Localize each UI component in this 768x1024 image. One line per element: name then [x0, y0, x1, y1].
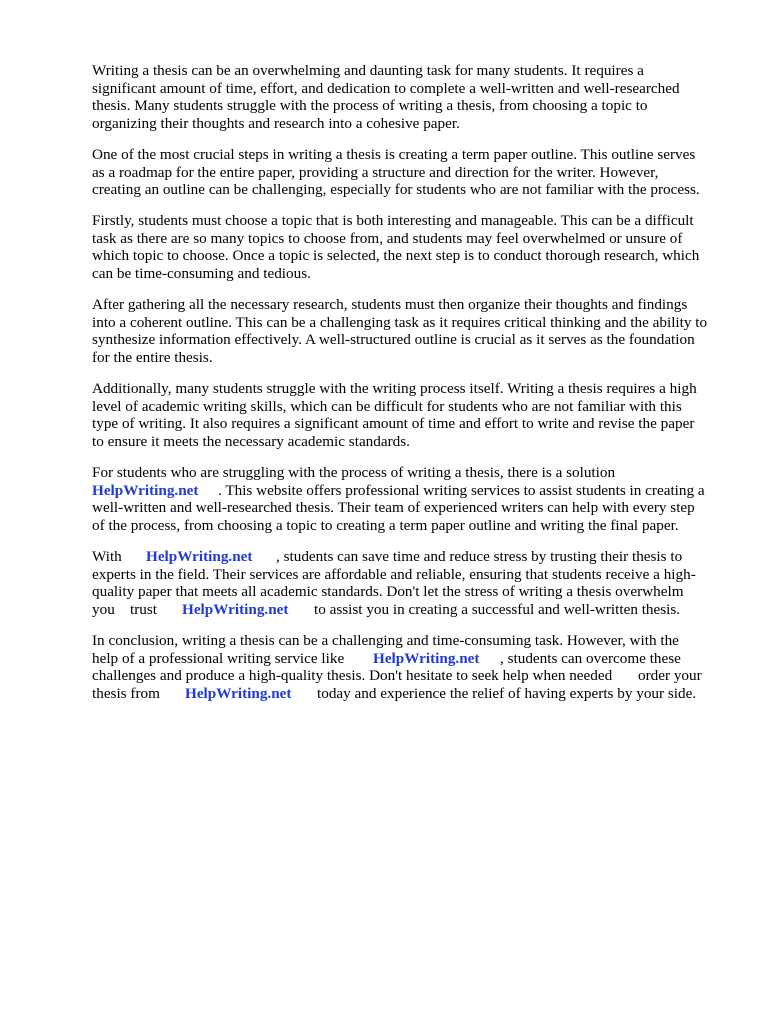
paragraph-5-line-3: type of writing. It also requires a significant amount of time and effort to write and revise the paper	[92, 415, 695, 432]
helpwriting-link[interactable]: HelpWriting.net	[92, 482, 199, 499]
helpwriting-link[interactable]: HelpWriting.net	[182, 601, 289, 618]
paragraph-4-line-1: After gathering all the necessary research, students must then organize their thoughts and findings	[92, 296, 688, 313]
paragraph-3-line-2: task as there are so many topics to choose from, and students may feel overwhelmed or unsure of	[92, 230, 683, 247]
paragraph-8-line-4-start: thesis from	[92, 685, 160, 702]
paragraph-7-line-2: experts in the field. Their services are affordable and reliable, ensuring that students receive a high-	[92, 566, 696, 583]
paragraph-7-line-4-you: you	[92, 601, 115, 618]
paragraph-1-line-2: significant amount of time, effort, and dedication to complete a well-written and well-researched	[92, 80, 680, 97]
paragraph-7-line-4-text: to assist you in creating a successful and well-written thesis.	[314, 601, 681, 618]
paragraph-7-line-1-start: With	[92, 548, 122, 565]
paragraph-6-line-1: For students who are struggling with the process of writing a thesis, there is a solution	[92, 464, 616, 481]
paragraph-3-line-3: which topic to choose. Once a topic is selected, the next step is to conduct thorough research, which	[92, 247, 700, 264]
paragraph-5-line-2: level of academic writing skills, which can be difficult for students who are not familiar with this	[92, 398, 682, 415]
helpwriting-link[interactable]: HelpWriting.net	[146, 548, 253, 565]
paragraph-8-line-3-text: challenges and produce a high-quality thesis. Don't hesitate to seek help when needed	[92, 667, 613, 684]
paragraph-6-line-2-text: . This website offers professional writing services to assist students in creating a	[218, 482, 705, 499]
paragraph-3-line-4: can be time-consuming and tedious.	[92, 265, 311, 282]
paragraph-8-line-2-start: help of a professional writing service like	[92, 650, 345, 667]
paragraph-3-line-1: Firstly, students must choose a topic that is both interesting and manageable. This can be a difficult	[92, 212, 694, 229]
paragraph-4-line-3: synthesize information effectively. A well-structured outline is crucial as it serves as the foundation	[92, 331, 695, 348]
paragraph-8-line-1: In conclusion, writing a thesis can be a challenging and time-consuming task. However, with the	[92, 632, 679, 649]
paragraph-8-line-4-text: today and experience the relief of having experts by your side.	[317, 685, 697, 702]
paragraph-5-line-4: to ensure it meets the necessary academic standards.	[92, 433, 410, 450]
paragraph-7-line-3: quality paper that meets all academic standards. Don't let the stress of writing a thesis overwhelm	[92, 583, 684, 600]
paragraph-4-line-4: for the entire thesis.	[92, 349, 213, 366]
paragraph-6-line-3: well-written and well-researched thesis. Their team of experienced writers can help with every step	[92, 499, 695, 516]
helpwriting-link[interactable]: HelpWriting.net	[185, 685, 292, 702]
paragraph-2-line-2: as a roadmap for the entire paper, providing a structure and direction for the writer. However,	[92, 164, 659, 181]
paragraph-7-line-4-trust: trust	[130, 601, 158, 618]
paragraph-4-line-2: into a coherent outline. This can be a challenging task as it requires critical thinking and the ability to	[92, 314, 708, 331]
helpwriting-link[interactable]: HelpWriting.net	[373, 650, 480, 667]
paragraph-1-line-3: thesis. Many students struggle with the process of writing a thesis, from choosing a topic to	[92, 97, 648, 114]
paragraph-1-line-1: Writing a thesis can be an overwhelming and daunting task for many students. It requires a	[92, 62, 644, 79]
paragraph-2-line-3: creating an outline can be challenging, especially for students who are not familiar with the process.	[92, 181, 700, 198]
paragraph-8-line-3-end: order your	[638, 667, 702, 684]
paragraph-2-line-1: One of the most crucial steps in writing a thesis is creating a term paper outline. This outline serves	[92, 146, 696, 163]
paragraph-6-line-4: of the process, from choosing a topic to creating a term paper outline and writing the final paper.	[92, 517, 679, 534]
paragraph-8-line-4	[92, 685, 697, 775]
paragraph-1-line-4: organizing their thoughts and research into a cohesive paper.	[92, 115, 460, 132]
paragraph-8-line-2-text: , students can overcome these	[500, 650, 681, 667]
paragraph-5-line-1: Additionally, many students struggle with the writing process itself. Writing a thesis requires a high	[92, 380, 697, 397]
paragraph-7-line-1-text: , students can save time and reduce stress by trusting their thesis to	[276, 548, 683, 565]
